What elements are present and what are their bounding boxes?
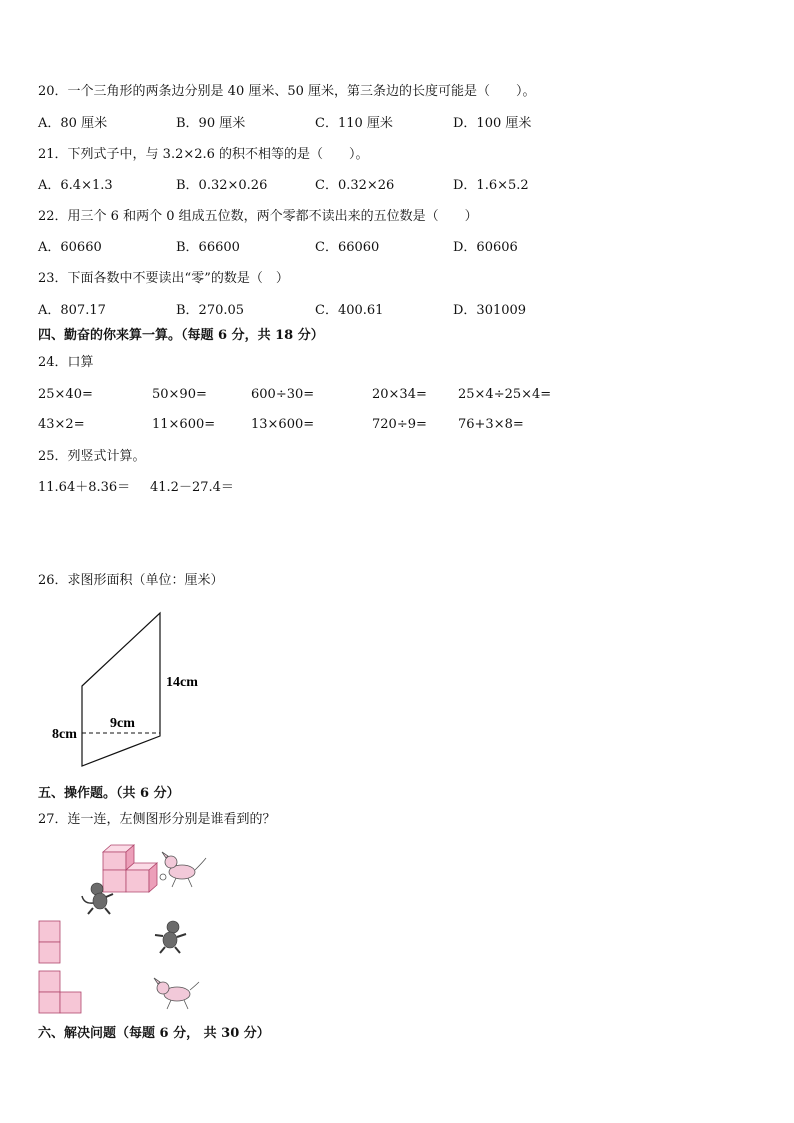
dog-icon xyxy=(154,978,199,1009)
oral-calc-item: 76+3×8= xyxy=(458,417,524,432)
q21-stem: 21．下列式子中，与 3.2×2.6 的积不相等的是（ ）。 xyxy=(38,147,369,162)
view-shape-2 xyxy=(39,971,81,1013)
monkey-icon xyxy=(155,921,186,953)
q20-option-a[interactable]: A．80 厘米 xyxy=(38,116,108,131)
q27-stem: 27．连一连，左侧图形分别是谁看到的？ xyxy=(38,812,276,827)
oral-calc-item: 11×600= xyxy=(152,417,216,432)
cube-front-face xyxy=(103,870,126,892)
q26-stem: 26．求图形面积（单位：厘米） xyxy=(38,573,224,588)
q25-stem: 25．列竖式计算。 xyxy=(38,449,146,464)
view-shape-1 xyxy=(39,921,60,963)
oral-calc-item: 13×600= xyxy=(251,417,315,432)
label-left-side: 8cm xyxy=(52,727,77,742)
q21-option-b[interactable]: B．0.32×0.26 xyxy=(176,178,268,193)
q20-option-c[interactable]: C．110 厘米 xyxy=(315,116,393,131)
q22-option-b[interactable]: B．66600 xyxy=(176,240,240,255)
label-height: 9cm xyxy=(110,716,135,731)
oral-calc-item: 25×40= xyxy=(38,387,93,402)
oral-calc-item: 720÷9= xyxy=(372,417,427,432)
cube-front-face xyxy=(103,852,126,870)
section-6-heading: 六、解决问题（每题 6 分， 共 30 分） xyxy=(38,1026,270,1041)
dog-icon xyxy=(160,852,206,887)
q21-option-c[interactable]: C．0.32×26 xyxy=(315,178,395,193)
q22-option-c[interactable]: C．66060 xyxy=(315,240,380,255)
q24-stem: 24．口算 xyxy=(38,355,94,370)
section-4-heading: 四、勤奋的你来算一算。（每题 6 分，共 18 分） xyxy=(38,328,324,343)
q20-option-d[interactable]: D．100 厘米 xyxy=(453,116,532,131)
q23-option-a[interactable]: A．807.17 xyxy=(38,303,106,318)
oral-calc-item: 50×90= xyxy=(152,387,207,402)
label-right-side: 14cm xyxy=(166,675,198,690)
q23-option-c[interactable]: C．400.61 xyxy=(315,303,384,318)
q23-option-d[interactable]: D．301009 xyxy=(453,303,527,318)
q20-stem: 20．一个三角形的两条边分别是 40 厘米、50 厘米，第三条边的长度可能是（ ）。 xyxy=(38,84,536,99)
section-5-heading: 五、操作题。（共 6 分） xyxy=(38,786,180,801)
cube-stack xyxy=(103,845,157,892)
q22-stem: 22．用三个 6 和两个 0 组成五位数，两个零都不读出来的五位数是（ ） xyxy=(38,209,478,224)
vertical-calc-item: 11.64＋8.36＝ xyxy=(38,480,131,495)
oral-calc-item: 43×2= xyxy=(38,417,85,432)
cube-front-face xyxy=(126,870,149,892)
oral-calc-item: 25×4÷25×4= xyxy=(458,387,552,402)
q23-stem: 23．下面各数中不要读出“零”的数是（ ） xyxy=(38,271,289,286)
q21-option-d[interactable]: D．1.6×5.2 xyxy=(453,178,529,193)
q22-option-d[interactable]: D．60606 xyxy=(453,240,518,255)
oral-calc-item: 20×34= xyxy=(372,387,427,402)
q23-option-b[interactable]: B．270.05 xyxy=(176,303,245,318)
vertical-calc-item: 41.2－27.4＝ xyxy=(150,480,234,495)
oral-calc-item: 600÷30= xyxy=(251,387,315,402)
q20-option-b[interactable]: B．90 厘米 xyxy=(176,116,246,131)
q21-option-a[interactable]: A．6.4×1.3 xyxy=(38,178,113,193)
q22-option-a[interactable]: A．60660 xyxy=(38,240,102,255)
